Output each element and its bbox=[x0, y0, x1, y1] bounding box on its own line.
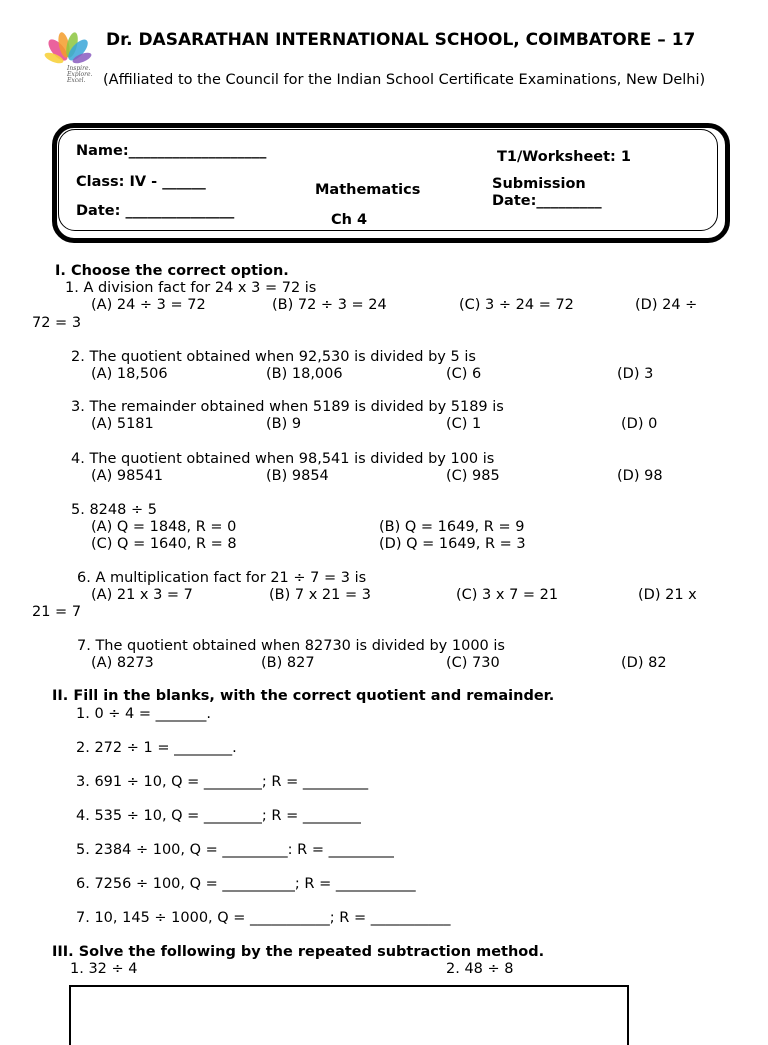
q6-option-a[interactable]: (A) 21 x 3 = 7 bbox=[91, 587, 193, 603]
q2-text: 2. The quotient obtained when 92,530 is divided by 5 is bbox=[71, 349, 476, 365]
logo-tagline-3: Excel. bbox=[67, 77, 86, 84]
q2-option-c[interactable]: (C) 6 bbox=[446, 366, 482, 382]
q4-option-a[interactable]: (A) 98541 bbox=[91, 468, 163, 484]
subject-label: Mathematics bbox=[315, 182, 421, 198]
name-field[interactable] bbox=[76, 143, 266, 160]
q5-option-d[interactable]: (D) Q = 1649, R = 3 bbox=[379, 536, 526, 552]
q7-option-a[interactable]: (A) 8273 bbox=[91, 655, 154, 671]
date-blank[interactable]: _______________ bbox=[125, 203, 235, 219]
lotus-icon bbox=[43, 31, 93, 65]
fill-item-5[interactable]: 5. 2384 ÷ 100, Q = _________: R = _________ bbox=[76, 842, 394, 858]
chapter-label: Ch 4 bbox=[331, 212, 368, 228]
q5-option-c[interactable]: (C) Q = 1640, R = 8 bbox=[91, 536, 237, 552]
q3-option-b[interactable]: (B) 9 bbox=[266, 416, 302, 432]
section1-heading: I. Choose the correct option. bbox=[55, 263, 289, 279]
worksheet-label: T1/Worksheet: 1 bbox=[497, 149, 631, 165]
q1-option-c[interactable]: (C) 3 ÷ 24 = 72 bbox=[459, 297, 574, 313]
q6-option-b[interactable]: (B) 7 x 21 = 3 bbox=[269, 587, 371, 603]
fill-item-4[interactable]: 4. 535 ÷ 10, Q = ________; R = ________ bbox=[76, 808, 361, 824]
q1-option-a[interactable]: (A) 24 ÷ 3 = 72 bbox=[91, 297, 206, 313]
fill-item-7[interactable]: 7. 10, 145 ÷ 1000, Q = ___________; R = ___________ bbox=[76, 910, 451, 926]
section2-heading: II. Fill in the blanks, with the correct quotient and remainder. bbox=[52, 688, 555, 704]
q7-option-d[interactable]: (D) 82 bbox=[621, 655, 667, 671]
fill-item-6[interactable]: 6. 7256 ÷ 100, Q = __________; R = ___________ bbox=[76, 876, 416, 892]
q6-option-d[interactable]: (D) 21 x bbox=[638, 587, 697, 603]
q6-option-c[interactable]: (C) 3 x 7 = 21 bbox=[456, 587, 559, 603]
q5-option-a[interactable]: (A) Q = 1848, R = 0 bbox=[91, 519, 237, 535]
q3-option-c[interactable]: (C) 1 bbox=[446, 416, 482, 432]
q7-option-b[interactable]: (B) 827 bbox=[261, 655, 315, 671]
s3-question-2: 2. 48 ÷ 8 bbox=[446, 961, 514, 977]
submission-date-field[interactable]: Date:_________ bbox=[492, 193, 602, 209]
name-blank[interactable]: ___________________ bbox=[128, 143, 267, 159]
q1-text: 1. A division fact for 24 x 3 = 72 is bbox=[65, 280, 317, 296]
fill-item-1[interactable]: 1. 0 ÷ 4 = _______. bbox=[76, 706, 211, 722]
section3-heading: III. Solve the following by the repeated subtraction method. bbox=[52, 944, 545, 960]
q5-option-b[interactable]: (B) Q = 1649, R = 9 bbox=[379, 519, 525, 535]
q4-option-d[interactable]: (D) 98 bbox=[617, 468, 663, 484]
school-name: Dr. DASARATHAN INTERNATIONAL SCHOOL, COIMBATORE – 17 bbox=[106, 30, 696, 50]
q6-option-d-wrap: 21 = 7 bbox=[32, 604, 82, 620]
logo-tagline-1: Inspire. bbox=[67, 65, 91, 72]
q1-option-d-wrap: 72 = 3 bbox=[32, 315, 82, 331]
q3-option-d[interactable]: (D) 0 bbox=[621, 416, 658, 432]
q7-option-c[interactable]: (C) 730 bbox=[446, 655, 500, 671]
q2-option-b[interactable]: (B) 18,006 bbox=[266, 366, 343, 382]
school-logo bbox=[40, 28, 96, 84]
svg-text:Excel. bbox=[66, 77, 86, 84]
s3-question-1: 1. 32 ÷ 4 bbox=[70, 961, 138, 977]
q3-text: 3. The remainder obtained when 5189 is divided by 5189 is bbox=[71, 399, 504, 415]
q2-option-a[interactable]: (A) 18,506 bbox=[91, 366, 168, 382]
q5-text: 5. 8248 ÷ 5 bbox=[71, 502, 157, 518]
answer-box[interactable] bbox=[69, 985, 629, 1045]
class-label: Class: IV - bbox=[76, 174, 158, 190]
fill-item-2[interactable]: 2. 272 ÷ 1 = ________. bbox=[76, 740, 237, 756]
q1-option-b[interactable]: (B) 72 ÷ 3 = 24 bbox=[272, 297, 387, 313]
name-label: Name: bbox=[76, 143, 129, 159]
submission-label: Submission bbox=[492, 176, 586, 192]
q7-text: 7. The quotient obtained when 82730 is divided by 1000 is bbox=[77, 638, 505, 654]
q4-option-c[interactable]: (C) 985 bbox=[446, 468, 500, 484]
q2-option-d[interactable]: (D) 3 bbox=[617, 366, 654, 382]
fill-item-3[interactable]: 3. 691 ÷ 10, Q = ________; R = _________ bbox=[76, 774, 369, 790]
date-field[interactable] bbox=[76, 203, 234, 220]
logo-tagline-2: Explore. bbox=[67, 71, 93, 78]
class-field[interactable] bbox=[76, 174, 206, 191]
q6-text: 6. A multiplication fact for 21 ÷ 7 = 3 is bbox=[77, 570, 367, 586]
q1-option-d[interactable]: (D) 24 ÷ bbox=[635, 297, 698, 313]
q3-option-a[interactable]: (A) 5181 bbox=[91, 416, 154, 432]
class-blank[interactable]: ______ bbox=[162, 174, 206, 190]
q4-text: 4. The quotient obtained when 98,541 is divided by 100 is bbox=[71, 451, 495, 467]
date-label: Date: bbox=[76, 203, 121, 219]
affiliation-text: (Affiliated to the Council for the Indian School Certificate Examinations, New Delhi) bbox=[103, 72, 706, 88]
q4-option-b[interactable]: (B) 9854 bbox=[266, 468, 329, 484]
